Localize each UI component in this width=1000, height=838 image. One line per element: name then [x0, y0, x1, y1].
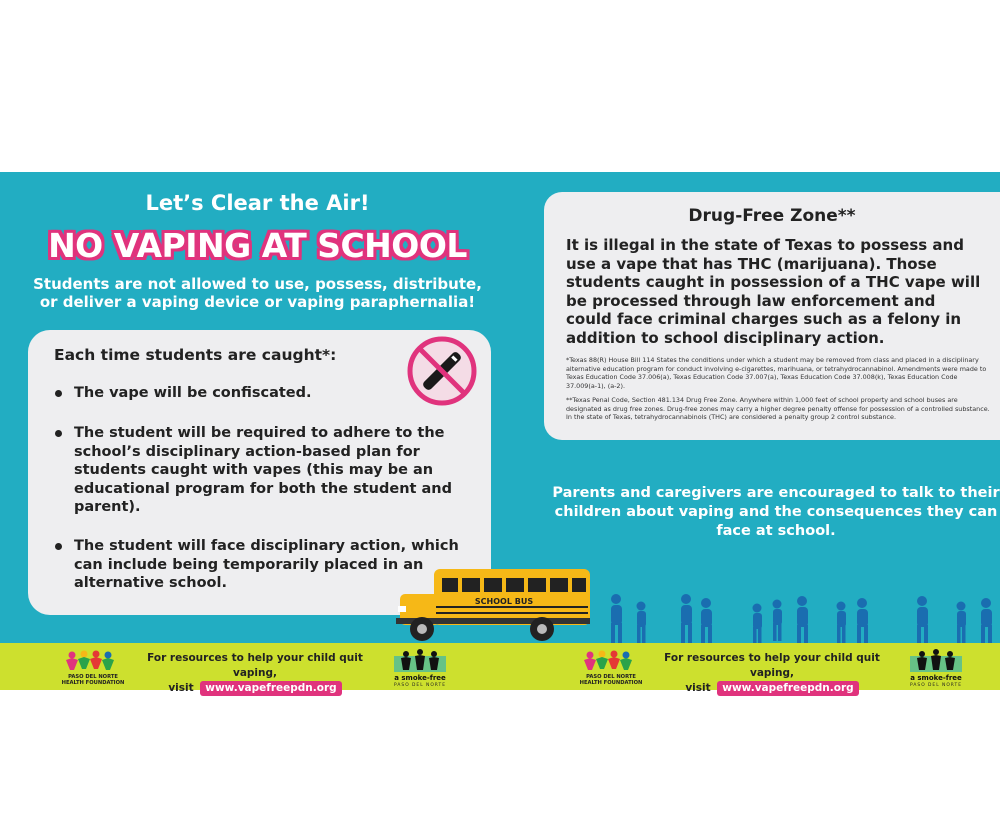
visit-label: visit	[168, 682, 194, 694]
footer-message-left	[135, 651, 375, 696]
tagline: Let’s Clear the Air!	[145, 191, 370, 215]
footer-visit-line	[135, 681, 375, 696]
footnote-house-bill: *Texas 88(R) House Bill 114 States the conditions under which a student may be removed from class and placed in a disciplinary alternative education program for conduct involving e-cigarettes, marihuana, or tetrahydrocannabinol. Amendments were made to Texas Education Code 37.006(a), Texas Education Code 37.007(a), Texas Education Code 37.008(k), Texas Education Code 37.009(a-1), (a-2).	[566, 356, 987, 390]
footnote-penal-code: **Texas Penal Code, Section 481.134 Drug Free Zone. Anywhere within 1,000 feet of school property and school buses are designated as drug free zones. Drug-free zones may carry a higher degree penalty offense for possession of a controlled substance. In the state of Texas, tetrahydrocannabinols (THC) are considered a penalty group 2 control substance.	[566, 396, 990, 422]
bullet-dot	[55, 390, 62, 397]
subhead: Students are not allowed to use, possess, distribute, or deliver a vaping device or vaping paraphernalia!	[33, 275, 482, 311]
pdn-logo-text-2: PASO DEL NORTE HEALTH FOUNDATION	[579, 674, 643, 686]
footer-message-line: For resources to help your child quit vaping,	[664, 652, 880, 679]
school-bus-illustration	[396, 566, 592, 644]
headline: NO VAPING AT SCHOOL	[48, 226, 467, 265]
parents-message: Parents and caregivers are encouraged to talk to their children about vaping and the consequences they can face at school.	[552, 485, 1000, 539]
vapefree-url-link-2[interactable]: www.vapefreepdn.org	[717, 681, 858, 696]
smoke-free-text-2: a smoke-free	[910, 674, 962, 682]
footer-message-right	[652, 651, 892, 696]
smoke-free-text: a smoke-free	[394, 674, 446, 682]
bus-label: SCHOOL BUS	[474, 597, 534, 606]
pdn-logo-text: PASO DEL NORTE HEALTH FOUNDATION	[61, 674, 125, 686]
smoke-free-logo	[394, 648, 446, 674]
smoke-free-subtext: PASO DEL NORTE	[394, 683, 446, 688]
rule-bullet-3: The student will face disciplinary action, which can include being temporarily placed in an alternative school.	[55, 537, 465, 593]
smoke-free-logo-2	[910, 648, 962, 674]
visit-label: visit	[685, 682, 711, 694]
drug-free-zone-body: It is illegal in the state of Texas to possess and use a vape that has THC (marijuana). Those students caught in possession of a THC vape will be processed through law enforcement and could face criminal charges such as a felony in addition to school disciplinary action.	[566, 236, 981, 347]
rule-bullet-2: The student will be required to adhere to the school’s disciplinary action-based plan for students caught with vapes (this may be an educational program for both the student and parent).	[55, 424, 465, 517]
footer-message-line: For resources to help your child quit vaping,	[147, 652, 363, 679]
vapefree-url-link[interactable]: www.vapefreepdn.org	[200, 681, 341, 696]
rules-card-title: Each time students are caught*:	[54, 346, 337, 364]
bullet-dot	[55, 430, 62, 437]
walking-children-silhouettes	[600, 593, 1000, 645]
smoke-free-subtext-2: PASO DEL NORTE	[910, 683, 962, 688]
drug-free-zone-title: Drug-Free Zone**	[688, 206, 856, 226]
footer-visit-line	[652, 681, 892, 696]
bullet-dot	[55, 543, 62, 550]
rule-bullet-1: The vape will be confiscated.	[55, 384, 465, 403]
